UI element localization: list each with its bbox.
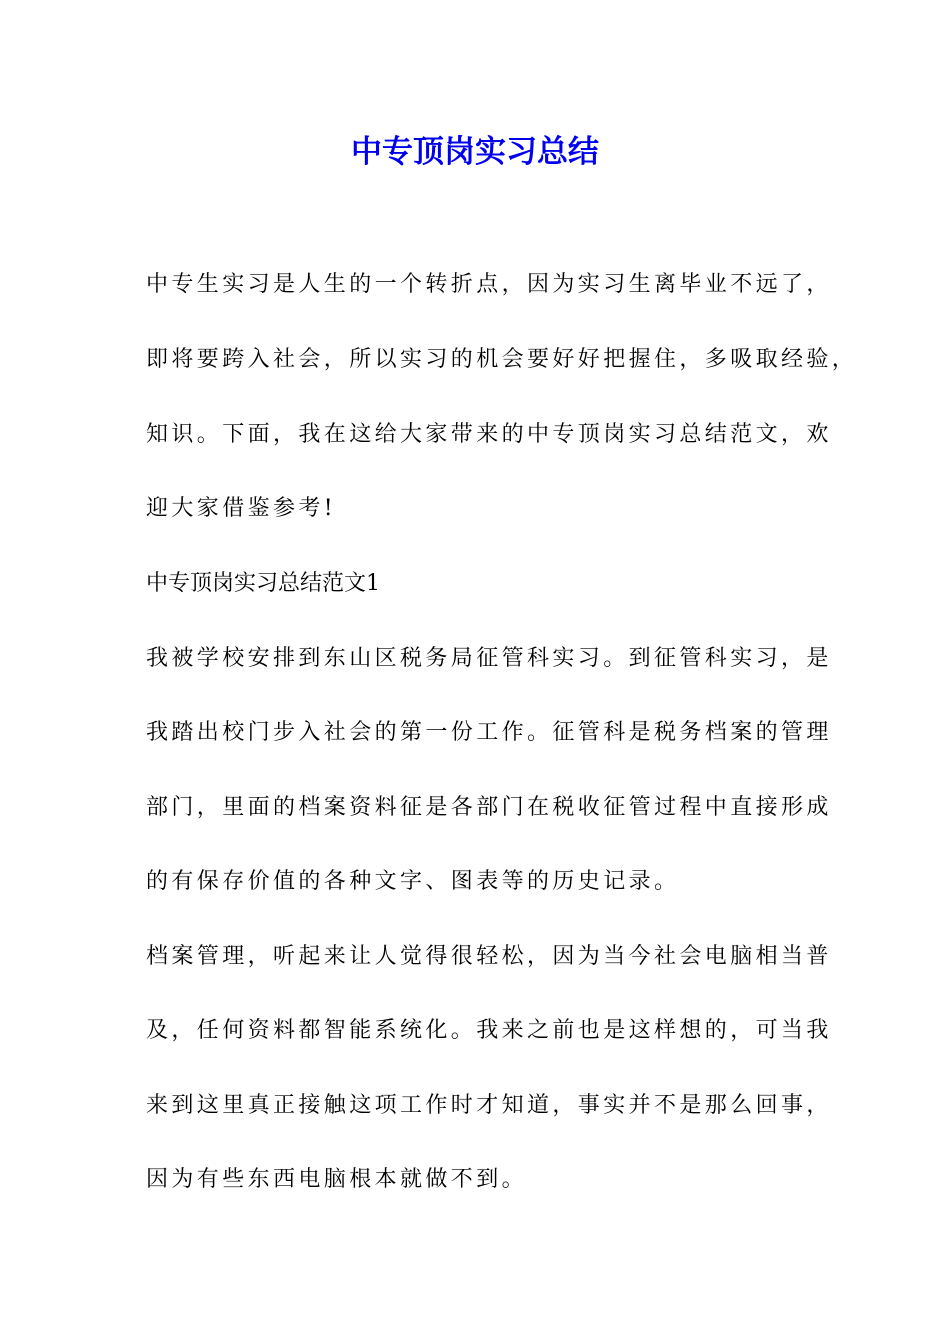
paragraph2-line-2: 及，任何资料都智能系统化。我来之前也是这样想的，可当我 (146, 1018, 832, 1043)
intro-line-3: 知识。下面，我在这给大家带来的中专顶岗实习总结范文，欢 (146, 422, 832, 447)
section-heading: 中专顶岗实习总结范文1 (146, 571, 380, 596)
intro-line-4: 迎大家借鉴参考! (146, 496, 337, 521)
intro-line-1: 中专生实习是人生的一个转折点，因为实习生离毕业不远了， (146, 272, 832, 297)
document-title: 中专顶岗实习总结 (351, 134, 599, 170)
paragraph2-line-4: 因为有些东西电脑根本就做不到。 (146, 1167, 528, 1192)
paragraph2-line-3: 来到这里真正接触这项工作时才知道，事实并不是那么回事， (146, 1093, 832, 1118)
paragraph2-line-1: 档案管理，听起来让人觉得很轻松，因为当今社会电脑相当普 (146, 944, 832, 969)
intro-line-2: 即将要跨入社会，所以实习的机会要好好把握住，多吸取经验， (146, 347, 858, 372)
paragraph1-line-3: 部门，里面的档案资料征是各部门在税收征管过程中直接形成 (146, 795, 832, 820)
paragraph1-line-2: 我踏出校门步入社会的第一份工作。征管科是税务档案的管理 (146, 720, 832, 745)
paragraph1-line-4: 的有保存价值的各种文字、图表等的历史记录。 (146, 869, 680, 894)
paragraph1-line-1: 我被学校安排到东山区税务局征管科实习。到征管科实习，是 (146, 646, 832, 671)
